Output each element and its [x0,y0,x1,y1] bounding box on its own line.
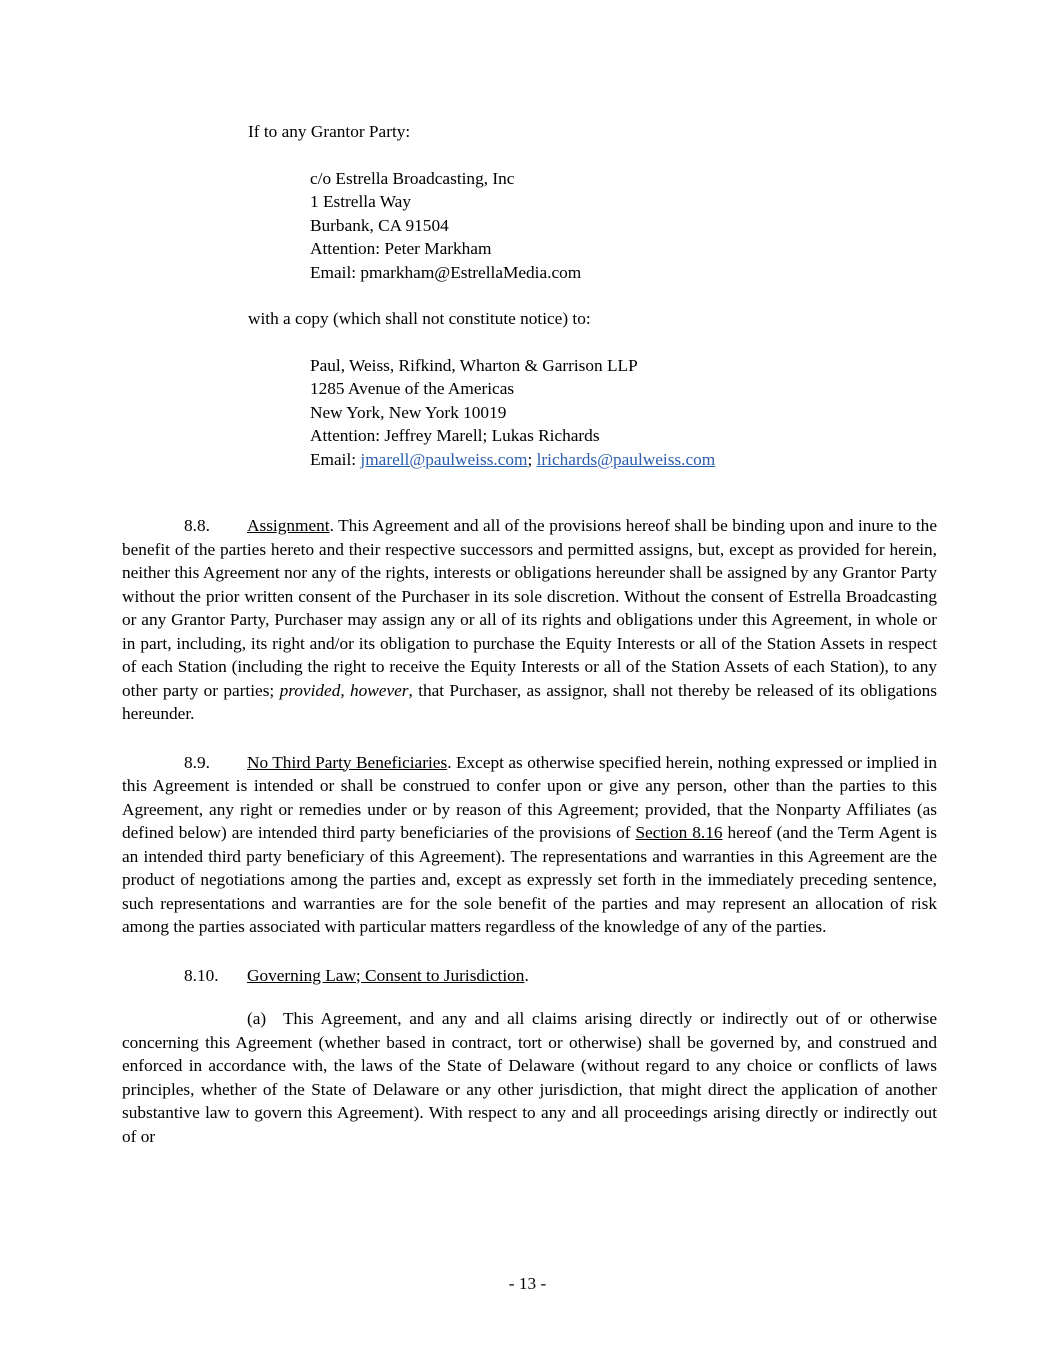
section-8-8-assignment [122,514,937,726]
heading-period: . [524,965,529,985]
section-8-9-no-third-party-beneficiaries [122,751,937,939]
section-number: 8.9. [184,752,210,772]
email-link-jmarell[interactable]: jmarell@paulweiss.com [360,449,528,469]
section-heading: No Third Party Beneficiaries [247,752,448,772]
grantor-address-block [310,167,937,285]
address-line: Attention: Peter Markham [310,239,492,258]
cross-reference-section-8-16: Section 8.16 [635,823,723,842]
address-line: New York, New York 10019 [310,402,507,422]
section-body: , that Purchaser, as assignor, shall not thereby be released of its obligations hereunder. [122,680,937,723]
grantor-notice-intro: If to any Grantor Party: [248,122,411,141]
email-label: Email: [310,449,361,469]
email-line [310,448,937,472]
email-separator: ; [527,449,537,469]
email-link-lrichards[interactable]: lrichards@paulweiss.com [536,449,716,469]
section-heading: Governing Law; Consent to Jurisdiction [247,965,525,985]
section-body: . Except as otherwise specified herein, nothing expressed or implied in this Agreement is intended or shall be construed to confer upon or give any person, other than the parties to this Agreement, any right or remedies under or by reason of this Agreement; provided, that the Nonparty Affiliates (as defined below) are intended third party beneficiaries of the provisions of [122,752,937,842]
section-body: hereof (and the Term Agent is an intended third party beneficiary of this Agreement). The representations and warranties in this Agreement are the product of negotiations among the parties and, except as expressly set forth in the immediately preceding sentence, such representations and warranties are for the sole benefit of the parties and may represent an allocation of risk among the parties associated with particular matters regardless of the knowledge of any of the parties. [122,823,937,936]
subsection-body: This Agreement, and any and all claims arising directly or indirectly out of or otherwise concerning this Agreement (whether based in contract, tort or otherwise) shall be governed by, and construed and enforced in accordance with, the laws of the State of Delaware (without regard to any choice or conflicts of laws principles, whether of the State of Delaware or any other jurisdiction, that might direct the application of another substantive law to govern this Agreement). With respect to any and all proceedings arising directly or indirectly out of or [122,1009,937,1146]
section-8-10-paragraph-a [122,1007,937,1148]
copy-address-block [310,354,937,472]
copy-notice-intro: with a copy (which shall not constitute notice) to: [248,309,591,328]
address-line: Paul, Weiss, Rifkind, Wharton & Garrison LLP [310,355,638,375]
address-line: Email: pmarkham@EstrellaMedia.com [310,262,582,282]
address-line: 1 Estrella Way [310,192,411,211]
address-line: 1285 Avenue of the Americas [310,379,515,398]
section-body: . This Agreement and all of the provisions hereof shall be binding upon and inure to the benefit of the parties hereto and their respective successors and permitted assigns, but, except as provided for herein, neither this Agreement nor any of the rights, interests or obligations hereunder shall be assigned by any Grantor Party without the prior written consent of the Purchaser in its sole discretion. Without the consent of Estrella Broadcasting or any Grantor Party, Purchaser may assign any or all of its rights and obligations under this Agreement, in whole or in part, including, its right and/or its obligation to purchase the Equity Interests or all of the Station Assets in respect of each Station (including the right to receive the Equity Interests or all of the Station Assets of each Station), to any other party or parties; [122,516,937,700]
section-number: 8.8. [184,516,210,535]
address-line: c/o Estrella Broadcasting, Inc [310,168,515,188]
proviso-italic: provided, however [279,680,409,700]
section-8-10-governing-law-heading [122,964,937,988]
page-number: - 13 - [508,1274,547,1293]
subsection-label: (a) [247,1009,267,1028]
section-heading: Assignment [247,516,330,535]
section-number: 8.10. [184,965,219,985]
address-line: Attention: Jeffrey Marell; Lukas Richards [310,426,600,445]
address-line: Burbank, CA 91504 [310,215,449,235]
